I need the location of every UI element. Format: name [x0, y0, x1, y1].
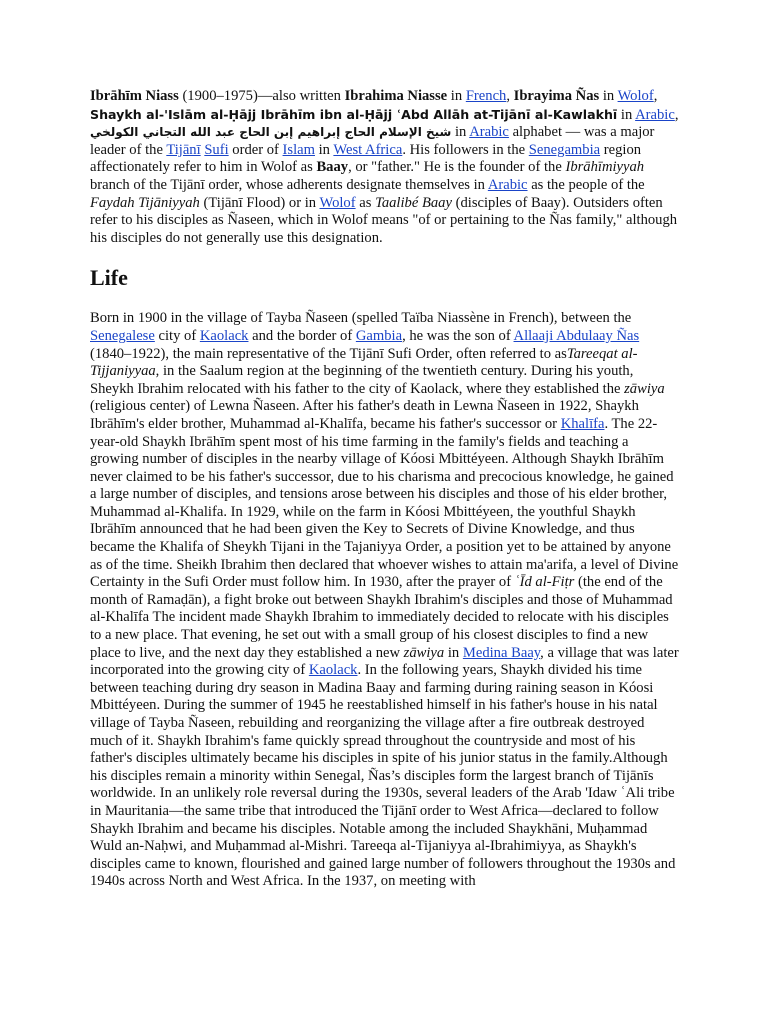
life-heading: Life: [90, 265, 128, 291]
arabic-script-name: شيخ الإسلام الحاج إبراهيم إبن الحاج عبد الله التجاني الكولخي: [90, 125, 452, 140]
wolof-link[interactable]: Wolof: [617, 88, 654, 104]
baay-term: Baay: [316, 159, 349, 176]
french-link[interactable]: French: [465, 88, 507, 104]
tareeqat-term: Tareeqat al-Tijjaniyyaa: [90, 345, 638, 380]
french-name: Ibrahima Niasse: [344, 88, 448, 104]
father-link[interactable]: Allaaji Abdulaay Ñas: [513, 327, 640, 344]
sufi-link[interactable]: Sufi: [204, 141, 229, 158]
full-arabic-name: Shaykh al-'Islām al-Ḥājj Ibrāhīm ibn al-Ḥājj ʿAbd Allāh at-Tijānī al-Kawlakhī: [90, 106, 618, 122]
islam-link[interactable]: Islam: [282, 141, 315, 158]
zawiya-term: zāwiya: [624, 380, 665, 397]
wolof-link-2[interactable]: Wolof: [319, 194, 356, 211]
subject-name: Ibrāhīm Niass: [90, 88, 179, 104]
west-africa-link[interactable]: West Africa: [333, 141, 403, 158]
kaolack-link-2[interactable]: Kaolack: [308, 662, 358, 679]
intro-paragraph: Ibrāhīm Niass (1900–1975)—also written Ibrahima Niasse in French, Ibrayima Ñas in Wolof, Shaykh al-'Islām al-Ḥājj Ibrāhīm ibn al-Ḥājj ʿAbd Allāh at-Tijānī al-Kawlakhī in Arabic, شيخ الإسلام الحاج إبراهيم إبن الحاج عبد الله التجاني الكولخي in Arabic alphabet — was a major leader of the Tijānī Sufi order of Islam in West Africa. His followers in the Senegambia region affectionately refer to him in Wolof as Baay, or "father." He is the founder of the Ibrāhīmiyyah branch of the Tijānī order, whose adherents designate themselves in Arabic as the people of the Faydah Tijāniyyah (Tijānī Flood) or in Wolof as Taalibé Baay (disciples of Baay). Outsiders often refer to his disciples as Ñaseen, which in Wolof means "of or pertaining to the Ñas family," although his disciples do not generally use this designation.: [90, 88, 679, 246]
arabic-link-2[interactable]: Arabic: [487, 176, 528, 193]
medina-baay-link[interactable]: Medina Baay: [462, 644, 541, 661]
senegambia-link[interactable]: Senegambia: [528, 141, 601, 158]
gambia-link[interactable]: Gambia: [355, 327, 403, 344]
wolof-name: Ibrayima Ñas: [513, 88, 600, 104]
zawiya-term-2: zāwiya: [403, 644, 445, 661]
taalibe-term: Taalibé Baay: [375, 194, 452, 211]
khalifa-link[interactable]: Khalīfa: [560, 415, 605, 432]
senegalese-link[interactable]: Senegalese: [90, 327, 155, 344]
arabic-alphabet-link[interactable]: Arabic: [469, 124, 509, 141]
document-page: [90, 88, 680, 891]
tijani-link[interactable]: Tijānī: [166, 141, 201, 158]
arabic-link[interactable]: Arabic: [635, 106, 675, 123]
id-alfitr-term: ʿĪd al-Fiṭr: [514, 574, 575, 591]
faydah-term: Faydah Tijāniyyah: [90, 194, 200, 211]
ibrahimiyyah-term: Ibrāhīmiyyah: [565, 159, 645, 176]
kaolack-link[interactable]: Kaolack: [199, 327, 249, 344]
life-paragraph: Born in 1900 in the village of Tayba Ñaseen (spelled Taïba Niassène in French), between the Senegalese city of Kaolack and the border of Gambia, he was the son of Allaaji Abdulaay Ñas (1840–1922), the main representative of the Tijānī Sufi Order, often referred to asTareeqat al-Tijjaniyyaa, in the Saalum region at the beginning of the twentieth century. During his youth, Sheykh Ibrahim relocated with his father to the city of Kaolack, where they established the zāwiya (religious center) of Lewna Ñaseen. After his father's death in Lewna Ñaseen in 1922, Shaykh Ibrāhīm's elder brother, Muhammad al-Khalīfa, became his father's successor or Khalīfa. The 22-year-old Shaykh Ibrāhīm spent most of his time farming in the family's fields and teaching a growing number of disciples in the nearby village of Kóosi Mbittéyeen. Although Shaykh Ibrāhīm never claimed to be his father's successor, due to his charisma and precocious knowledge, he gained a large number of disciples, and tensions arose between his disciples and those of his elder brother, Muhammad al-Khalifa. In 1929, while on the farm in Kóosi Mbittéyeen, the youthful Shaykh Ibrāhīm announced that he had been given the Key to Secrets of Divine Knowledge, and thus became the Khalifa of Sheykh Tijani in the Tajaniyya Order, a position yet to be attained by anyone as of the time. Sheikh Ibrahim then declared that whoever wishes to attain ma'arifa, a level of Divine Certainty in the Sufi Order must follow him. In 1930, after the prayer of ʿĪd al-Fiṭr (the end of the month of Ramaḍān), a fight broke out between Shaykh Ibrahim's disciples and those of Muhammad al-Khalīfa The incident made Shaykh Ibrahim to immediately decided to relocate with his disciples to a new place. That evening, he set out with a small group of his closest disciples to find a new place to live, and the next day they established a new zāwiya in Medina Baay, a village that was later incorporated into the growing city of Kaolack. In the following years, Shaykh divided his time between teaching during dry season in Madina Baay and farming during raining season in Kóosi Mbittéyeen. During the summer of 1945 he reestablished himself in his father's house in his natal village of Tayba Ñaseen, rebuilding and reorganizing the village after a fire outbreak destroyed much of it. Shaykh Ibrahim's fame quickly spread throughout the countryside and most of his father's disciples ultimately became his disciples in spite of his junior status in the family.Although his disciples remain a minority within Senegal, Ñas’s disciples form the largest branch of Tijānīs worldwide. In an unlikely role reversal during the 1930s, several leaders of the Arab 'Idaw ʿAli tribe in Mauritania—the same tribe that introduced the Tijānī order to West Africa—declared to follow Shaykh Ibrahim and became his disciples. Notable among the included Shaykhāni, Muḥammad Wuld an-Naḥwi, and Muḥammad al-Mishri. Tareeqa al-Tijaniyya al-Ibrahimiyya, as Shaykh's disciples came to known, flourished and gained large number of followers throughout the 1930s and 1940s across North and West Africa. In the 1937, on meeting with: [90, 310, 679, 890]
